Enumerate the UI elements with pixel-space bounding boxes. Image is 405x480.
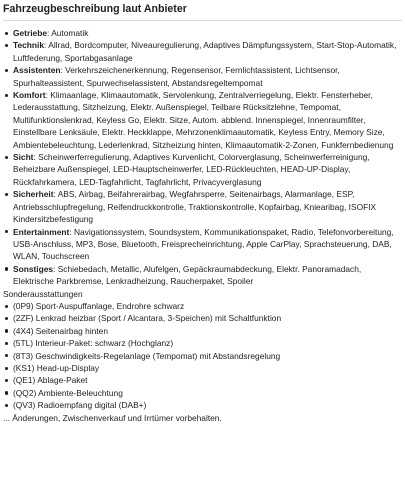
sonder-item: (2ZF) Lenkrad heizbar (Sport / Alcantara, 3-Speichen) mit Schaltfunktion bbox=[3, 312, 402, 324]
sonder-item: (QE1) Ablage-Paket bbox=[3, 374, 402, 386]
category-item-sicht bbox=[3, 151, 402, 188]
sonder-item: (0P9) Sport-Auspuffanlage, Endrohre schwarz bbox=[3, 300, 402, 312]
category-name: Sicht bbox=[13, 152, 34, 163]
category-name: Sicherheit bbox=[13, 189, 54, 200]
category-name: Technik bbox=[13, 40, 45, 51]
category-text: ABS, Airbag, Beifahrerairbag, Wegfahrsperre, Seitenairbags, Alarmanlage, ESP, Antriebsschlupfregelung, Reifendruckkontrolle, Traktionskontrolle, Kopfairbag, Kniearibag, ISOFIX Kindersitzbefestigung bbox=[13, 189, 377, 225]
category-text: Scheinwerferregulierung, Adaptives Kurvenlicht, Colorverglasung, Scheinwerferreinigung, Beheizbare Außenspiegel, LED-Hauptscheinwerfer, LED-Rückleuchten, HEAD-UP-Display, Rückfahrkamera, LED-Tagfahrlicht, Tagfahrlicht, Privacyverglasung bbox=[13, 152, 370, 187]
disclaimer-footnote: ... Änderungen, Zwischenverkauf und Irrtümer vorbehalten. bbox=[3, 412, 222, 423]
category-colon: : bbox=[53, 189, 58, 200]
category-text: Klimaanlage, Klimaautomatik, Servolenkung, Zentralverriegelung, Elektr. Fensterheber, Lederausstattung, Sitzheizung, Elektr. Außenspiegel, Teilbare Rücksitzlehne, Tempomat, Multifunktionslenkrad, Keyless Go, Elektr. Sitze, Autom. abblend. Innenspiegel, Innenraumfilter, Einstellbare Lenksäule, Elektr. Heckklappe, Mehrzonenklimaautomatik, Keyless Entry, Memory Size, Ambientebeleuchtung, Lederlenkrad, Sitzheizung hinten, Klimaautomatik-2-Zonen, Funkfernbedienung bbox=[13, 90, 394, 150]
category-item-technik bbox=[3, 39, 402, 64]
sonder-item: (5TL) Interieur-Paket: schwarz (Hochglanz) bbox=[3, 337, 402, 349]
title-divider bbox=[3, 20, 402, 21]
sonder-item: (8T3) Geschwindigkeits-Regelanlage (Tempomat) mit Abstandsregelung bbox=[3, 350, 402, 362]
category-text: Navigationssystem, Soundsystem, Kommunikationspaket, Radio, Telefonvorbereitung, USB-Anschluss, MP3, Bose, Bluetooth, Freisprecheinrichtung, Apple CarPlay, Sprachsteuerung, DAB, WLAN, Touchscreen bbox=[13, 226, 394, 262]
category-list bbox=[3, 27, 402, 288]
category-colon: : bbox=[44, 40, 49, 51]
sonderausstattungen-heading: Sonderausstattungen bbox=[3, 288, 83, 299]
sonder-item: (QQ2) Ambiente-Beleuchtung bbox=[3, 387, 402, 399]
sonder-item: (KS1) Head-up-Display bbox=[3, 362, 402, 374]
sonder-item: (4X4) Seitenairbag hinten bbox=[3, 325, 402, 337]
category-text: Schiebedach, Metallic, Alufelgen, Gepäckraumabdeckung, Elektr. Panoramadach, Elektrische Parkbremse, Lenkradheizung, Raucherpaket, Spoiler bbox=[13, 263, 362, 287]
category-text: Verkehrszeichenerkennung, Regensensor, Fernlichtassistent, Lichtsensor, Spurhalteassistent, Spurwechselassistent, Abstandsregeltempomat bbox=[13, 65, 340, 88]
category-colon: : bbox=[33, 152, 39, 163]
category-item-getriebe bbox=[3, 27, 402, 39]
category-text: Automatik bbox=[51, 28, 89, 38]
section-title: Fahrzeugbeschreibung laut Anbieter bbox=[3, 3, 187, 15]
category-colon: : bbox=[69, 226, 74, 237]
sonder-item: (QV3) Radioempfang digital (DAB+) bbox=[3, 399, 402, 411]
category-item-entertainment bbox=[3, 226, 402, 263]
category-name: Assistenten bbox=[13, 65, 61, 76]
category-colon: : bbox=[45, 90, 51, 101]
category-name: Entertainment bbox=[13, 226, 70, 237]
category-item-komfort bbox=[3, 89, 402, 151]
category-name: Komfort bbox=[13, 90, 46, 101]
category-colon: : bbox=[46, 28, 52, 38]
sonderausstattungen-list bbox=[3, 300, 402, 412]
category-item-sicherheit bbox=[3, 188, 402, 225]
category-item-sonstiges bbox=[3, 263, 402, 288]
category-name: Getriebe bbox=[13, 28, 47, 38]
category-item-assistenten bbox=[3, 64, 402, 89]
category-text: Allrad, Bordcomputer, Niveauregulierung, Adaptives Dämpfungssystem, Start-Stop-Automatik, Luftfederung, Sportabgasanlage bbox=[13, 40, 397, 63]
category-colon: : bbox=[60, 65, 66, 76]
category-colon: : bbox=[53, 263, 58, 274]
category-name: Sonstiges bbox=[13, 263, 54, 274]
